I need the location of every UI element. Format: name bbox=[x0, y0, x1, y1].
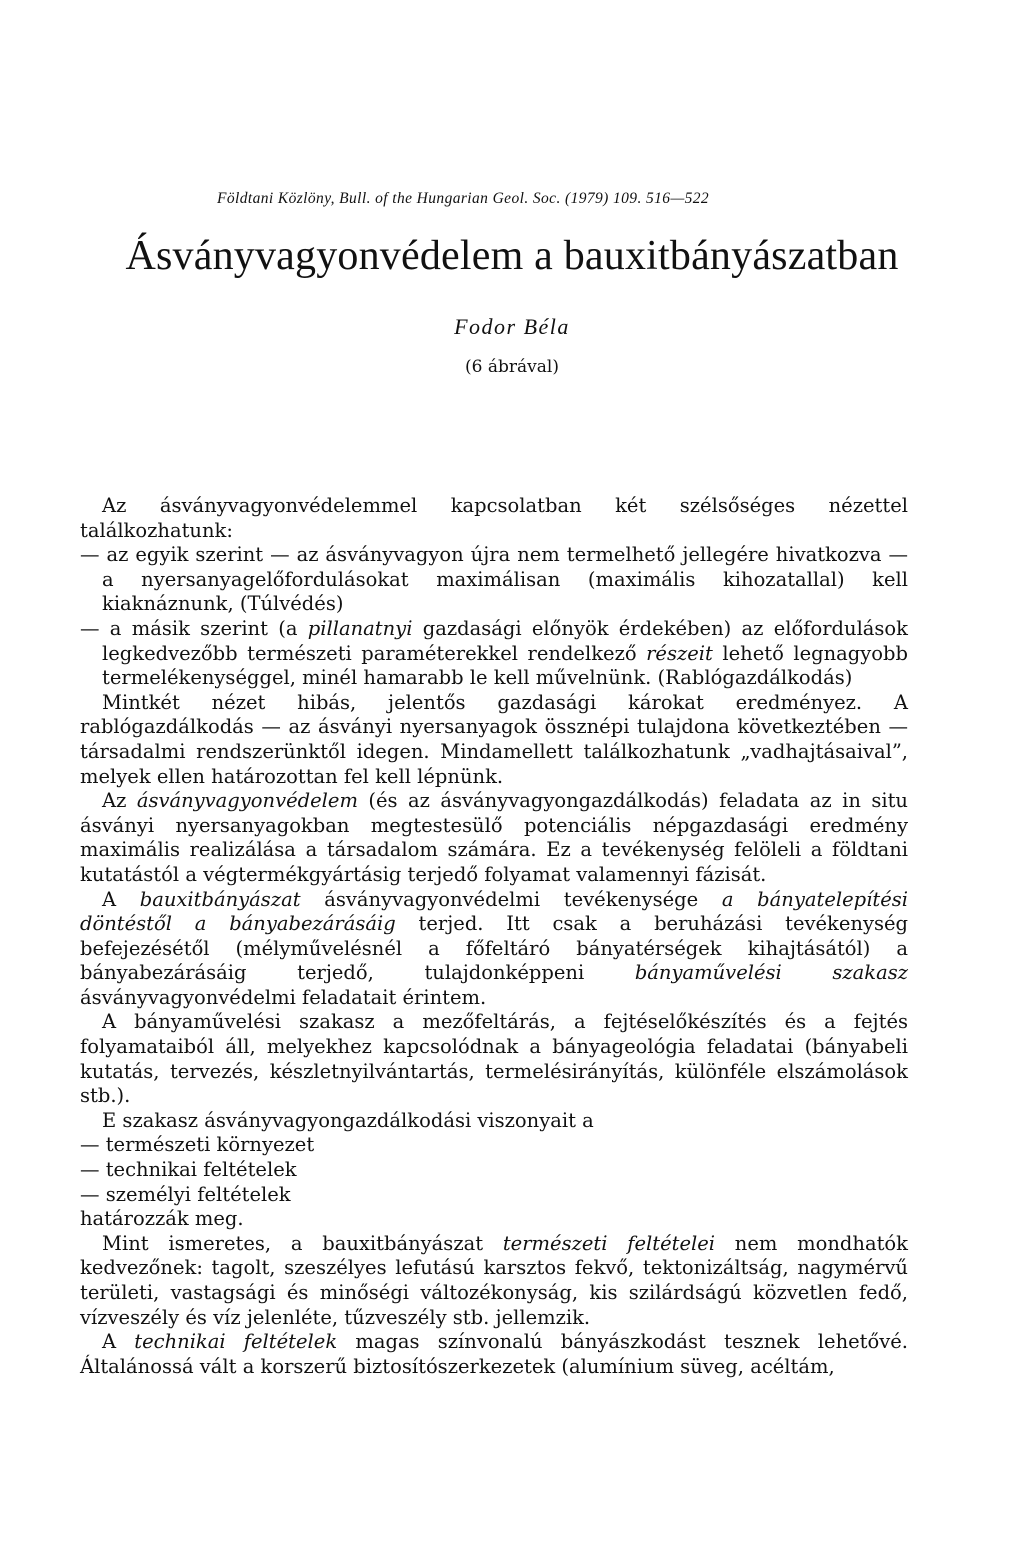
paragraph-8: Mint ismeretes, a bauxitbányászat természeti feltételei nem mondhatók kedvezőnek: tagolt, szeszélyes lefutású karsztos fekvő, tektonizáltság, nagymérvű területi, vastagsági és minőségi változékonyság, kis szilárdságú közvetlen fedő, vízveszély és víz jelenléte, tűzveszély stb. jellemzik. bbox=[80, 1231, 908, 1329]
list-item: — személyi feltételek bbox=[80, 1182, 291, 1206]
paragraph-intro: Az ásványvagyonvédelemmel kapcsolatban két szélsőséges nézettel találkozhatunk: bbox=[80, 494, 908, 542]
figures-note: (6 ábrával) bbox=[465, 357, 559, 377]
paragraph-9: A technikai feltételek magas színvonalú bányászkodást tesznek lehetővé. Általánossá vált a korszerű biztosítószerkezetek (alumínium süveg, acéltám, bbox=[80, 1330, 908, 1378]
paragraph-5: A bányaművelési szakasz a mezőfeltárás, a fejtéselőkészítés és a fejtés folyamataiból áll, melyekhez kapcsolódnak a bányageológia feladatai (bányabeli kutatás, tervezés, készletnyilvántartás, termelésirányítás, különféle elszámolások stb.). bbox=[80, 1010, 908, 1108]
article-author: Fodor Béla bbox=[454, 314, 570, 339]
paragraph-2: Mintkét nézet hibás, jelentős gazdasági károkat eredményez. A rablógazdálkodás — az ásványi nyersanyagok össznépi tulajdona következtében — társadalmi rendszerünktől idegen. Mindamellett találkozhatunk „vadhajtásaival”, melyek ellen határozottan fel kell lépnünk. bbox=[80, 690, 908, 788]
list-item: — technikai feltételek bbox=[80, 1158, 297, 1182]
view-item-1: — az egyik szerint — az ásványvagyon újra nem termelhető jellegére hivatkozva — a nyersanyagelőfordulásokat maximálisan (maximális kihozatallal) kell kiaknáznunk, (Túlvédés) bbox=[80, 543, 908, 616]
paragraph-7: határozzák meg. bbox=[80, 1207, 244, 1231]
paragraph-4: A bauxitbányászat ásványvagyonvédelmi tevékenysége a bányatelepítési döntéstől a bányabezárásáig terjed. Itt csak a beruházási tevékenység befejezésétől (mélyművelésnél a főfeltáró bányatérségek kihajtásától) a bányabezárásáig terjedő, tulajdonképpeni bányaművelési szakasz ásványvagyonvédelmi feladatait érintem. bbox=[80, 887, 909, 1009]
list-item: — természeti környezet bbox=[80, 1133, 315, 1157]
view-item-2: — a másik szerint (a pillanatnyi gazdasági előnyök érdekében) az előfordulások legkedvezőbb természeti paraméterekkel rendelkező részeit lehető legnagyobb termelékenységgel, minél hamarabb le kell művelnünk. (Rablógazdálkodás) bbox=[80, 616, 908, 690]
article-title: Ásványvagyonvédelem a bauxitbányászatban bbox=[125, 233, 899, 279]
paragraph-3: Az ásványvagyonvédelem (és az ásványvagyongazdálkodás) feladata az in situ ásványi nyersanyagokban megtestesülő potenciális népgazdasági eredmény maximális realizálása a társadalom számára. Ez a tevékenység felöleli a földtani kutatástól a végtermékgyártásig terjedő folyamat valamennyi fázisát. bbox=[80, 789, 908, 886]
article-body bbox=[80, 494, 908, 1379]
journal-citation: Földtani Közlöny, Bull. of the Hungarian Geol. Soc. (1979) 109. 516—522 bbox=[217, 190, 710, 207]
paragraph-6: E szakasz ásványvagyongazdálkodási viszonyait a bbox=[102, 1108, 594, 1132]
